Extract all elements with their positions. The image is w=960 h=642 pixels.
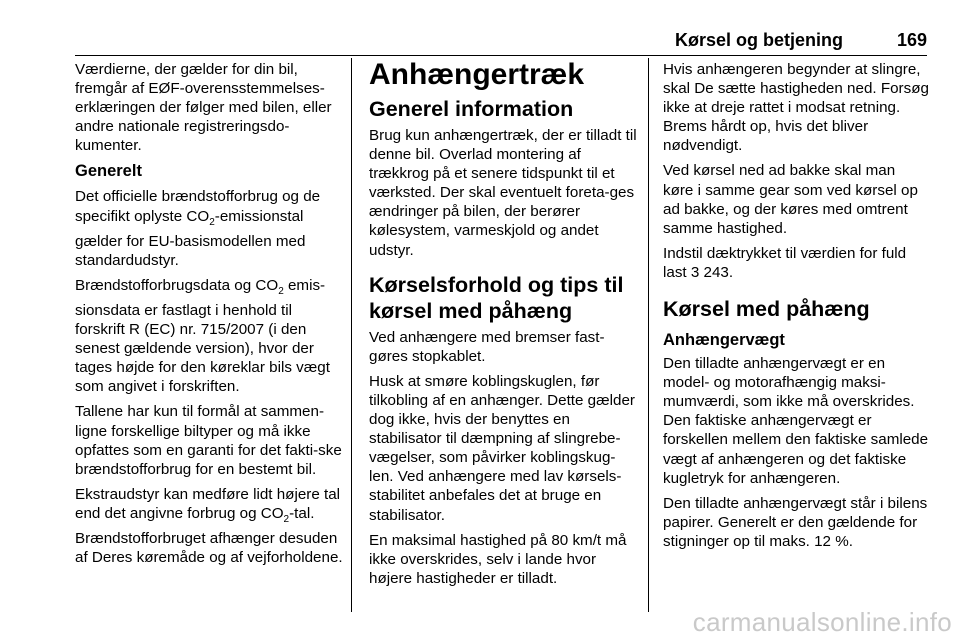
paragraph: Ved anhængere med bremser fast-gøres stopkablet. bbox=[369, 328, 605, 365]
column-middle bbox=[369, 58, 637, 594]
page-number: 169 bbox=[896, 30, 927, 50]
paragraph: Ekstraudstyr kan medføre lidt højere tal end det angivne forbrug og $CO_2$-tal. Brændstofforbruget afhænger desuden af Deres køremåde og af vejforholdene. bbox=[75, 485, 343, 567]
heading-anhaengertraek: Anhængertræk bbox=[369, 58, 585, 91]
paragraph: Det officielle brændstofforbrug og de specifikt oplyste $CO_2$-emissionstal gælder for EU-basismodellen med standardudstyr. bbox=[75, 188, 321, 269]
heading-generelt: Generelt bbox=[75, 162, 142, 181]
paragraph: Brændstofforbrugsdata og $CO_2$ emis-sionsdata er fastlagt i henhold til forskrift R (EC) nr. 715/2007 (i den senest gældende version), hvor der tages højde for den køreklar bils vægt som angivet i forskriften. bbox=[75, 276, 330, 396]
paragraph: Værdierne, der gælder for din bil, fremgår af EØF-overensstemmelses-erklæringen der følger med bilen, eller andre nationale registreringsdo-kumenter. bbox=[75, 61, 332, 155]
paragraph: Husk at smøre koblingskuglen, før tilkobling af en anhænger. Dette gælder dog ikke, hvis der benyttes en stabilisator til dæmpning af slingrebe-vægelser, som påvirker koblingskug-len. Ved anhængere med lav kørsels-stabilitet anbefales det at bruge en stabilisator. bbox=[369, 372, 635, 524]
paragraph: Den tilladte anhængervægt er en model- og motorafhængig maksi-mumværdi, som ikke må overskrides. Den faktiske anhængervægt er forskellen mellem den faktiske samlede vægt af anhængeren og det faktiske kugletryk for anhængeren. bbox=[663, 355, 929, 487]
paragraph: Den tilladte anhængervægt står i bilens papirer. Generelt er den gældende for stigninger op til maks. 12 %. bbox=[663, 494, 928, 550]
paragraph: En maksimal hastighed på 80 km/t må ikke overskrides, selv i lande hvor højere hastigheder er tilladt. bbox=[369, 531, 627, 587]
paragraph: Brug kun anhængertræk, der er tilladt til denne bil. Overlad montering af trækkrog på et senere tidspunkt til et værksted. Der skal eventuelt foreta-ges ændringer på bilen, der berører kølesystem, varmeskjold og andet udstyr. bbox=[369, 127, 637, 259]
watermark: carmanualsonline.info bbox=[692, 607, 952, 637]
header-rule bbox=[75, 55, 927, 56]
section-title: Kørsel og betjening bbox=[674, 30, 843, 50]
column-left bbox=[75, 60, 343, 573]
heading-koerselsforhold: Kørselsforhold og tips til kørsel med påhæng bbox=[369, 272, 624, 323]
column-right bbox=[663, 60, 929, 557]
paragraph: Indstil dæktrykket til værdien for fuld last 3 243. bbox=[663, 244, 907, 281]
heading-koersel-med-paahaeng: Kørsel med påhæng bbox=[663, 297, 870, 322]
paragraph: Tallene har kun til formål at sammen-ligne forskellige biltyper og må ikke opfattes som en garanti for det fakti-ske brændstofforbrug for en bestemt bil. bbox=[75, 403, 342, 478]
column-divider bbox=[648, 58, 649, 612]
paragraph: Hvis anhængeren begynder at slingre, skal De sætte hastigheden ned. Forsøg ikke at dreje rattet i modsat retning. Brems hårdt op, hvis det bliver nødvendigt. bbox=[663, 61, 929, 155]
paragraph: Ved kørsel ned ad bakke skal man køre i samme gear som ved kørsel op ad bakke, og der køres med omtrent samme hastighed. bbox=[663, 162, 918, 237]
column-divider bbox=[351, 58, 352, 612]
page-header bbox=[75, 16, 927, 56]
heading-generel-information: Generel information bbox=[369, 97, 574, 121]
page-reference-icon: 3 bbox=[690, 263, 700, 281]
heading-anhaengervaegt: Anhængervægt bbox=[663, 331, 785, 350]
